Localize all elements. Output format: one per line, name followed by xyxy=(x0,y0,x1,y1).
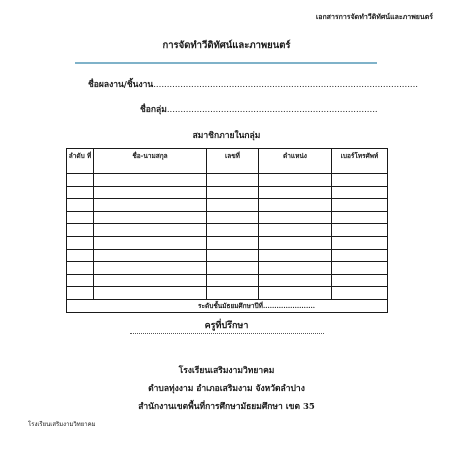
table-cell xyxy=(259,287,332,300)
school-address: ตำบลทุ่งงาม อำเภอเสริมงาม จังหวัดลำปาง xyxy=(148,384,305,394)
table-cell xyxy=(207,224,259,237)
table-cell xyxy=(94,224,207,237)
table-cell xyxy=(207,274,259,287)
table-cell xyxy=(332,236,388,249)
table-cell xyxy=(67,249,94,262)
table-row xyxy=(67,199,388,212)
table-cell xyxy=(332,186,388,199)
table-row xyxy=(67,236,388,249)
members-table xyxy=(66,148,388,313)
table-cell xyxy=(259,262,332,275)
table-cell xyxy=(94,174,207,187)
table-row xyxy=(67,287,388,300)
members-section-title: สมาชิกภายในกลุ่ม xyxy=(192,131,261,141)
table-cell xyxy=(94,236,207,249)
table-cell xyxy=(207,262,259,275)
group-name-blank: .............................................................................. xyxy=(166,105,378,115)
document-header-label: เอกสารการจัดทำวีดิทัศน์และภาพยนตร์ xyxy=(315,12,433,21)
table-row xyxy=(67,274,388,287)
work-name-label: ชื่อผลงาน/ชิ้นงาน xyxy=(88,80,154,90)
table-cell xyxy=(207,199,259,212)
table-cell xyxy=(207,287,259,300)
table-cell xyxy=(332,274,388,287)
col-header-position: ตำแหน่ง xyxy=(259,149,332,174)
table-cell xyxy=(259,224,332,237)
group-name-field xyxy=(140,102,378,116)
page-title: การจัดทำวีดิทัศน์และภาพยนตร์ xyxy=(162,40,291,51)
table-cell xyxy=(207,249,259,262)
table-cell xyxy=(332,199,388,212)
table-cell xyxy=(94,199,207,212)
table-cell xyxy=(94,211,207,224)
table-row xyxy=(67,174,388,187)
table-cell xyxy=(67,224,94,237)
table-cell xyxy=(94,262,207,275)
work-name-blank: .................................................................................................. xyxy=(153,80,419,90)
table-cell xyxy=(67,287,94,300)
table-row xyxy=(67,249,388,262)
table-cell xyxy=(332,224,388,237)
table-cell xyxy=(67,211,94,224)
table-cell xyxy=(259,236,332,249)
table-cell xyxy=(207,211,259,224)
table-row xyxy=(67,186,388,199)
table-row xyxy=(67,211,388,224)
table-cell xyxy=(332,262,388,275)
footer-school-name: โรงเรียนเสริมงามวิทยาคม xyxy=(28,421,96,428)
table-cell xyxy=(94,186,207,199)
table-cell xyxy=(67,262,94,275)
table-cell xyxy=(67,236,94,249)
table-cell xyxy=(94,274,207,287)
grade-level-label: ระดับชั้นมัธยมศึกษาปีที่....................... xyxy=(67,299,388,312)
table-cell xyxy=(207,174,259,187)
col-header-phone: เบอร์โทรศัพท์ xyxy=(332,149,388,174)
table-cell xyxy=(332,287,388,300)
table-cell xyxy=(259,174,332,187)
table-cell xyxy=(332,249,388,262)
col-header-number: เลขที่ xyxy=(207,149,259,174)
table-cell xyxy=(94,249,207,262)
work-name-field xyxy=(88,77,418,91)
table-cell xyxy=(332,174,388,187)
table-cell xyxy=(259,211,332,224)
table-cell xyxy=(259,199,332,212)
group-name-label: ชื่อกลุ่ม xyxy=(140,105,167,115)
table-cell xyxy=(67,199,94,212)
table-cell xyxy=(67,186,94,199)
advisor-title: ครูที่ปรึกษา xyxy=(204,321,249,331)
level-row xyxy=(67,299,388,312)
table-cell xyxy=(67,274,94,287)
table-row xyxy=(67,224,388,237)
title-divider xyxy=(75,62,377,64)
table-cell xyxy=(259,249,332,262)
table-cell xyxy=(207,186,259,199)
members-table-header-row xyxy=(67,149,388,174)
col-header-order: ลำดับ ที่ xyxy=(67,149,94,174)
table-cell xyxy=(94,287,207,300)
table-cell xyxy=(259,274,332,287)
col-header-name: ชื่อ-นามสกุล xyxy=(94,149,207,174)
table-cell xyxy=(332,211,388,224)
table-cell xyxy=(67,174,94,187)
table-cell xyxy=(207,236,259,249)
table-cell xyxy=(259,186,332,199)
education-office: สำนักงานเขตพื้นที่การศึกษามัธยมศึกษา เขต 35 xyxy=(138,402,315,412)
school-name: โรงเรียนเสริมงามวิทยาคม xyxy=(178,366,275,376)
advisor-signature-line xyxy=(130,333,324,334)
table-row xyxy=(67,262,388,275)
